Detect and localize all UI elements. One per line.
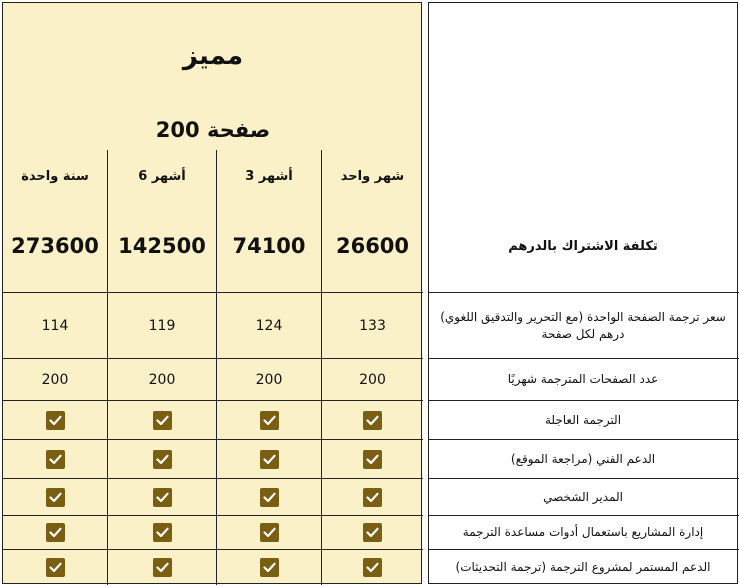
- check-cell-feature-2-six-months: [108, 440, 216, 478]
- check-cell-feature-5-one-month: [322, 550, 423, 585]
- check-cell-feature-4-six-months: [108, 516, 216, 549]
- checkbox-checked-icon: [260, 558, 279, 577]
- checkbox-checked-icon: [46, 411, 65, 430]
- check-cell-feature-5-three-months: [217, 550, 321, 585]
- check-cell-feature-2-three-months: [217, 440, 321, 478]
- page-price-one-year: 114: [41, 317, 69, 334]
- checkbox-checked-icon: [46, 523, 65, 542]
- check-cell-feature-3-three-months: [217, 479, 321, 515]
- checkbox-checked-icon: [363, 558, 382, 577]
- check-cell-feature-1-three-months: [217, 401, 321, 439]
- checkbox-checked-icon: [46, 488, 65, 507]
- checkbox-checked-icon: [260, 450, 279, 469]
- monthly-pages-six-months: 200: [148, 371, 176, 388]
- check-cell-feature-4-one-month: [322, 516, 423, 549]
- checkbox-checked-icon: [363, 411, 382, 430]
- checkbox-checked-icon: [153, 450, 172, 469]
- check-cell-feature-3-one-year: [3, 479, 107, 515]
- page-price-six-months: 119: [148, 317, 176, 334]
- monthly-pages-three-months: 200: [255, 371, 283, 388]
- checkbox-checked-icon: [153, 488, 172, 507]
- check-cell-feature-3-one-month: [322, 479, 423, 515]
- check-cell-feature-1-one-month: [322, 401, 423, 439]
- plan-panel: [2, 2, 422, 584]
- duration-one-year: سنة واحدة: [21, 168, 89, 184]
- price-one-year: 273600: [11, 234, 99, 258]
- panel-gap: [423, 0, 427, 586]
- checkbox-checked-icon: [153, 523, 172, 542]
- duration-three-months: 3 أشهر: [245, 168, 293, 184]
- check-cell-feature-3-six-months: [108, 479, 216, 515]
- checkbox-checked-icon: [46, 450, 65, 469]
- plan-pages: 200 صفحة: [155, 118, 271, 142]
- check-cell-feature-2-one-month: [322, 440, 423, 478]
- checkbox-checked-icon: [153, 558, 172, 577]
- checkbox-checked-icon: [363, 488, 382, 507]
- duration-one-month: شهر واحد: [340, 168, 405, 184]
- page-price-label: سعر ترجمة الصفحة الواحدة (مع التحرير والتدقيق اللغوي) درهم لكل صفحة: [440, 310, 726, 341]
- price-one-month: 26600: [335, 234, 410, 258]
- feature-panel: [428, 2, 738, 584]
- check-cell-feature-1-six-months: [108, 401, 216, 439]
- duration-six-months: 6 أشهر: [138, 168, 186, 184]
- monthly-pages-one-year: 200: [41, 371, 69, 388]
- checkbox-checked-icon: [260, 523, 279, 542]
- feature-label-personal-manager: المدير الشخصي: [543, 489, 623, 504]
- checkbox-checked-icon: [363, 450, 382, 469]
- check-cell-feature-2-one-year: [3, 440, 107, 478]
- price-three-months: 74100: [232, 234, 306, 258]
- price-six-months: 142500: [118, 234, 206, 258]
- page-price-three-months: 124: [255, 317, 283, 334]
- page-price-one-month: 133: [359, 317, 386, 334]
- feature-label-urgent: الترجمة العاجلة: [544, 412, 622, 427]
- check-cell-feature-4-one-year: [3, 516, 107, 549]
- check-cell-feature-4-three-months: [217, 516, 321, 549]
- checkbox-checked-icon: [363, 523, 382, 542]
- checkbox-checked-icon: [260, 411, 279, 430]
- checkbox-checked-icon: [153, 411, 172, 430]
- cost-label: تكلفة الاشتراك بالدرهم: [508, 238, 658, 254]
- monthly-pages-one-month: 200: [359, 371, 386, 388]
- check-cell-feature-5-six-months: [108, 550, 216, 585]
- plan-title: مميز: [182, 41, 244, 71]
- feature-label-tech-support: الدعم الفني (مراجعة الموقع): [510, 451, 656, 466]
- checkbox-checked-icon: [260, 488, 279, 507]
- check-cell-feature-1-one-year: [3, 401, 107, 439]
- feature-label-continuous-support: الدعم المستمر لمشروع الترجمة (ترجمة التحديثات): [455, 560, 711, 574]
- monthly-pages-label: عدد الصفحات المترجمة شهريًا: [507, 372, 659, 386]
- feature-label-project-management: إدارة المشاريع باستعمال أدوات مساعدة الترجمة: [462, 525, 704, 539]
- checkbox-checked-icon: [46, 558, 65, 577]
- check-cell-feature-5-one-year: [3, 550, 107, 585]
